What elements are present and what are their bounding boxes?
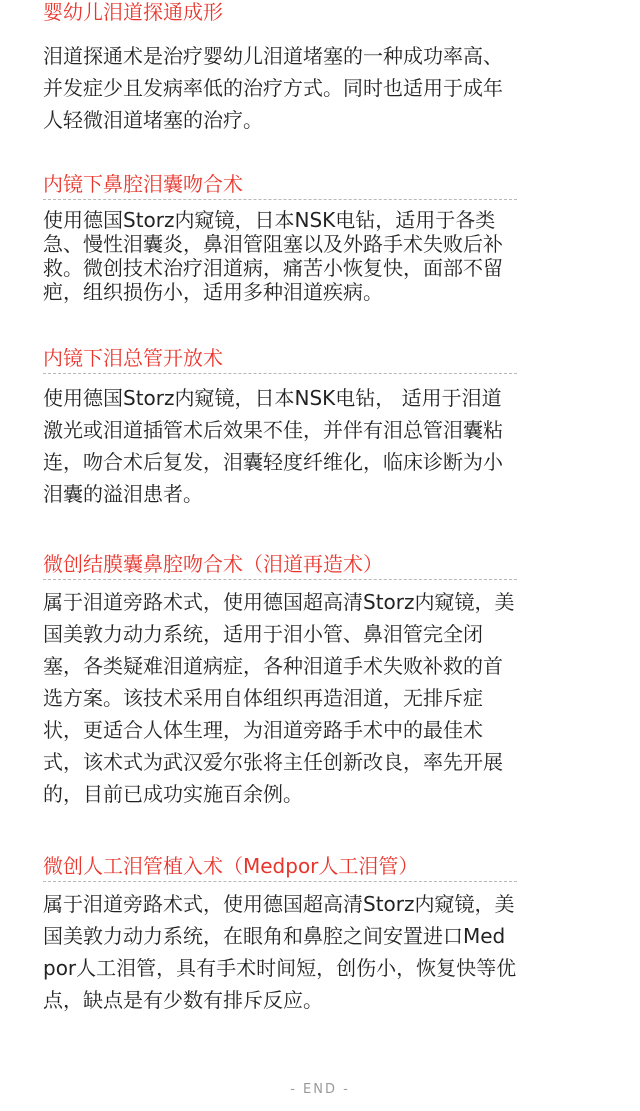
section-4 bbox=[43, 553, 517, 810]
section-3 bbox=[43, 347, 517, 510]
section-title: 内镜下鼻腔泪囊吻合术 bbox=[43, 173, 517, 200]
section-title: 婴幼儿泪道探通成形 bbox=[43, 0, 223, 24]
section-5 bbox=[43, 855, 517, 1016]
section-body: 使用德国Storz内窥镜，日本NSK电钻， 适用于泪道激光或泪道插管术后效果不佳，并伴有泪总管泪囊粘连，吻合术后复发，泪囊轻度纤维化，临床诊断为小泪囊的溢泪患者。 bbox=[43, 386, 503, 506]
section-title: 内镜下泪总管开放术 bbox=[43, 347, 517, 374]
section-body: 使用德国Storz内窥镜，日本NSK电钻，适用于各类急、慢性泪囊炎，鼻泪管阻塞以及外路手术失败后补救。微创技术治疗泪道病，痛苦小恢复快，面部不留疤，组织损伤小，适用多种泪道疾病。 bbox=[43, 208, 503, 304]
section-title: 微创人工泪管植入术（Medpor人工泪管） bbox=[43, 855, 517, 882]
end-marker: - END - bbox=[290, 1082, 350, 1097]
section-2 bbox=[43, 173, 517, 304]
section-1 bbox=[43, 0, 517, 132]
section-body: 属于泪道旁路术式，使用德国超高清Storz内窥镜，美国美敦力动力系统，适用于泪小管、鼻泪管完全闭塞，各类疑难泪道病症，各种泪道手术失败补救的首选方案。该技术采用自体组织再造泪道，无排斥症状，更适合人体生理，为泪道旁路手术中的最佳术式，该术式为武汉爱尔张将主任创新改良，率先开展的，目前已成功实施百余例。 bbox=[43, 590, 515, 806]
section-body: 属于泪道旁路术式，使用德国超高清Storz内窥镜，美国美敦力动力系统，在眼角和鼻腔之间安置进口Medpor人工泪管，具有手术时间短，创伤小，恢复快等优点，缺点是有少数有排斥反应。 bbox=[43, 892, 517, 1012]
section-body: 泪道探通术是治疗婴幼儿泪道堵塞的一种成功率高、并发症少且发病率低的治疗方式。同时也适用于成年人轻微泪道堵塞的治疗。 bbox=[43, 44, 503, 132]
section-title: 微创结膜囊鼻腔吻合术（泪道再造术） bbox=[43, 553, 517, 580]
